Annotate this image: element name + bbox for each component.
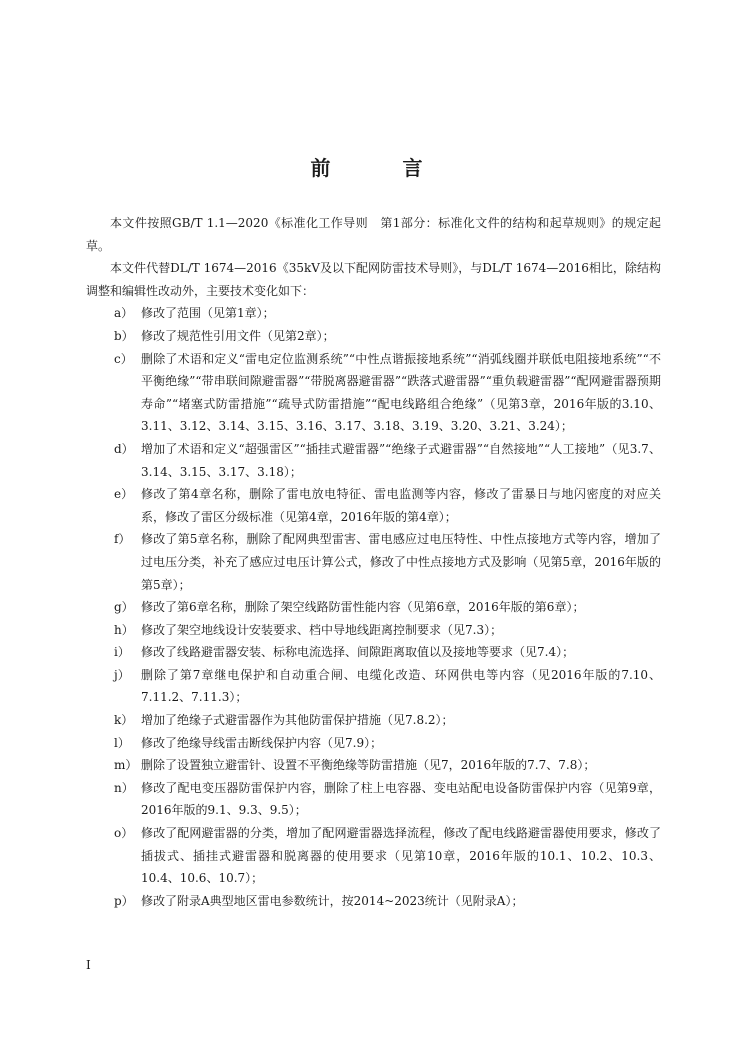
list-item [86, 438, 661, 483]
list-item [86, 483, 661, 528]
list-item-text: 修改了第4章名称，删除了雷电放电特征、雷电监测等内容，修改了雷暴日与地闪密度的对应关系，修改了雷区分级标准（见第4章，2016年版的第4章）； [141, 487, 661, 524]
list-item [86, 528, 661, 596]
list-item-text: 修改了规范性引用文件（见第2章）； [141, 328, 335, 343]
list-item [86, 641, 661, 664]
list-marker: m） [114, 758, 138, 773]
list-item-text: 增加了绝缘子式避雷器作为其他防雷保护措施（见7.8.2）； [141, 713, 454, 728]
list-marker: b） [114, 328, 134, 343]
list-item-text: 修改了线路避雷器安装、标称电流选择、间隙距离取值以及接地等要求（见7.4）； [141, 645, 575, 660]
list-item [86, 822, 661, 890]
paragraph-drafting-rules: 本文件按照GB/T 1.1—2020《标准化工作导则 第1部分：标准化文件的结构和起草规则》的规定起草。 [86, 216, 661, 253]
list-marker: c） [114, 351, 133, 366]
changes-list [86, 302, 661, 912]
list-item [86, 596, 661, 619]
list-item [86, 709, 661, 732]
list-item-text: 修改了配网避雷器的分类，增加了配网避雷器选择流程，修改了配电线路避雷器使用要求，修改了插拔式、插挂式避雷器和脱离器的使用要求（见第10章，2016年版的10.1、10.2、10.3、10.4、10.6、10.7）； [141, 826, 661, 886]
list-item-text: 删除了设置独立避雷针、设置不平衡绝缘等防雷措施（见7，2016年版的7.7、7.8）； [141, 758, 596, 773]
list-item-text: 修改了绝缘导线雷击断线保护内容（见7.9）； [141, 735, 383, 750]
list-marker: e） [114, 487, 134, 502]
list-marker: g） [114, 600, 134, 615]
list-item-text: 删除了第7章继电保护和自动重合闸、电缆化改造、环网供电等内容（见2016年版的7.10、7.11.2、7.11.3）； [141, 667, 661, 705]
list-item [86, 664, 661, 709]
list-item-text: 修改了第5章名称，删除了配网典型雷害、雷电感应过电压特性、中性点接地方式等内容，增加了过电压分类，补充了感应过电压计算公式，修改了中性点接地方式及影响（见第5章，2016年版的第5章）； [141, 532, 661, 592]
list-item [86, 754, 661, 777]
list-marker: k） [114, 713, 134, 728]
page-title: 前 言 [310, 156, 449, 180]
list-item [86, 777, 661, 822]
list-marker: f） [114, 532, 131, 547]
page-number: I [86, 958, 91, 972]
list-marker: p） [114, 893, 134, 908]
list-item-text: 修改了范围（见第1章）； [141, 306, 275, 321]
list-marker: l） [114, 735, 130, 750]
list-marker: n） [114, 780, 134, 795]
list-marker: j） [114, 667, 130, 682]
list-item [86, 348, 661, 438]
list-marker: d） [114, 441, 134, 456]
list-item-text: 修改了附录A典型地区雷电参数统计，按2014~2023统计（见附录A）； [141, 893, 524, 908]
list-item-text: 删除了术语和定义“雷电定位监测系统”“中性点谐振接地系统”“消弧线圈并联低电阻接地系统”“不平衡绝缘”“带串联间隙避雷器”“带脱离器避雷器”“跌落式避雷器”“重负载避雷器”“配网避雷器预期寿命”“堵塞式防雷措施”“疏导式防雷措施”“配电线路组合绝缘”（见第3章，2016年版的3.10、3.11、3.12、3.14、3.15、3.16、3.17、3.18、3.19、3.20、3.21、3.24）； [141, 351, 661, 434]
list-item [86, 325, 661, 348]
list-marker: o） [114, 826, 134, 841]
list-marker: i） [114, 645, 130, 660]
list-item-text: 增加了术语和定义“超强雷区”“插挂式避雷器”“绝缘子式避雷器”“自然接地”“人工接地”（见3.7、3.14、3.15、3.17、3.18）； [141, 441, 661, 479]
list-item-text: 修改了配电变压器防雷保护内容，删除了柱上电容器、变电站配电设备防雷保护内容（见第9章，2016年版的9.1、9.3、9.5）； [141, 780, 661, 818]
paragraph-replacement: 本文件代替DL/T 1674—2016《35kV及以下配网防雷技术导则》，与DL/T 1674—2016相比，除结构调整和编辑性改动外，主要技术变化如下： [86, 261, 661, 298]
list-marker: h） [114, 622, 134, 637]
list-item [86, 890, 661, 913]
list-marker: a） [114, 306, 134, 321]
preface-body [86, 212, 661, 912]
list-item [86, 732, 661, 755]
list-item-text: 修改了架空地线设计安装要求、档中导地线距离控制要求（见7.3）； [141, 622, 503, 637]
list-item-text: 修改了第6章名称，删除了架空线路防雷性能内容（见第6章，2016年版的第6章）； [141, 600, 585, 615]
list-item [86, 619, 661, 642]
list-item [86, 302, 661, 325]
